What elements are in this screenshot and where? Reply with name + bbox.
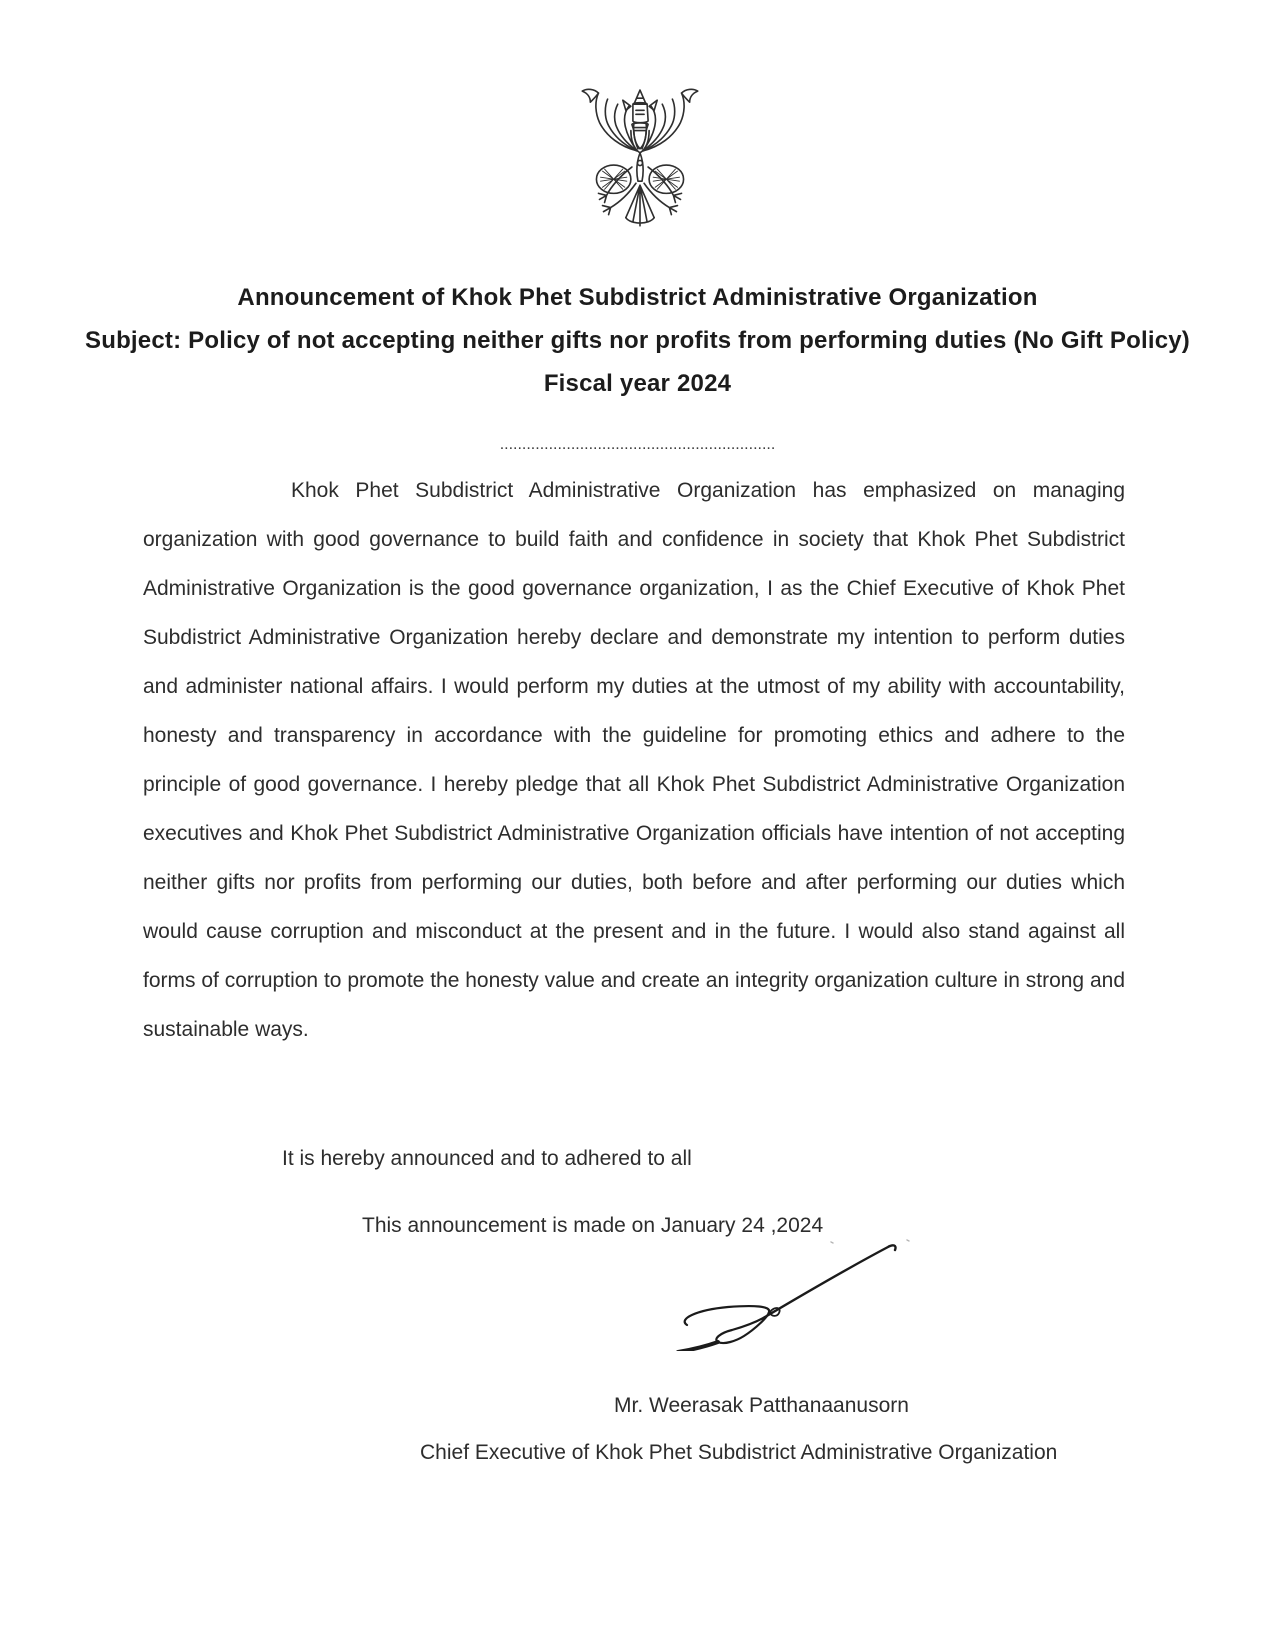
announcement-title: Announcement of Khok Phet Subdistrict Administrative Organization	[237, 284, 1038, 311]
signature-image	[652, 1233, 912, 1351]
signatory-name: Mr. Weerasak Patthanaanusorn	[614, 1394, 909, 1417]
date-line: This announcement is made on January 24 ,2024	[362, 1214, 824, 1237]
subject-line: Subject: Policy of not accepting neither gifts nor profits from performing duties (No Gift Policy)	[85, 327, 1190, 354]
signatory-role: Chief Executive of Khok Phet Subdistrict Administrative Organization	[420, 1441, 1058, 1464]
garuda-emblem-icon	[551, 86, 729, 242]
fiscal-year-line: Fiscal year 2024	[543, 370, 732, 397]
dotted-divider: ..............................................................	[499, 436, 776, 453]
body-paragraph: Khok Phet Subdistrict Administrative Organization has emphasized on managing organization with good governance to build faith and confidence in society that Khok Phet Subdistrict Administrative Organization is the good governance organization, I as the Chief Executive of Khok Phet Subdistrict Administrative Organization hereby declare and demonstrate my intention to perform duties and administer national affairs. I would perform my duties at the utmost of my ability with accountability, honesty and transparency in accordance with the guideline for promoting ethics and adhere to the principle of good governance. I hereby pledge that all Khok Phet Subdistrict Administrative Organization executives and Khok Phet Subdistrict Administrative Organization officials have intention of not accepting neither gifts nor profits from performing our duties, both before and after performing our duties which would cause corruption and misconduct at the present and in the future. I would also stand against all forms of corruption to promote the honesty value and create an integrity organization culture in strong and sustainable ways.	[143, 479, 1125, 1041]
document-header	[0, 276, 1275, 405]
closing-line: It is hereby announced and to adhered to all	[282, 1147, 692, 1170]
